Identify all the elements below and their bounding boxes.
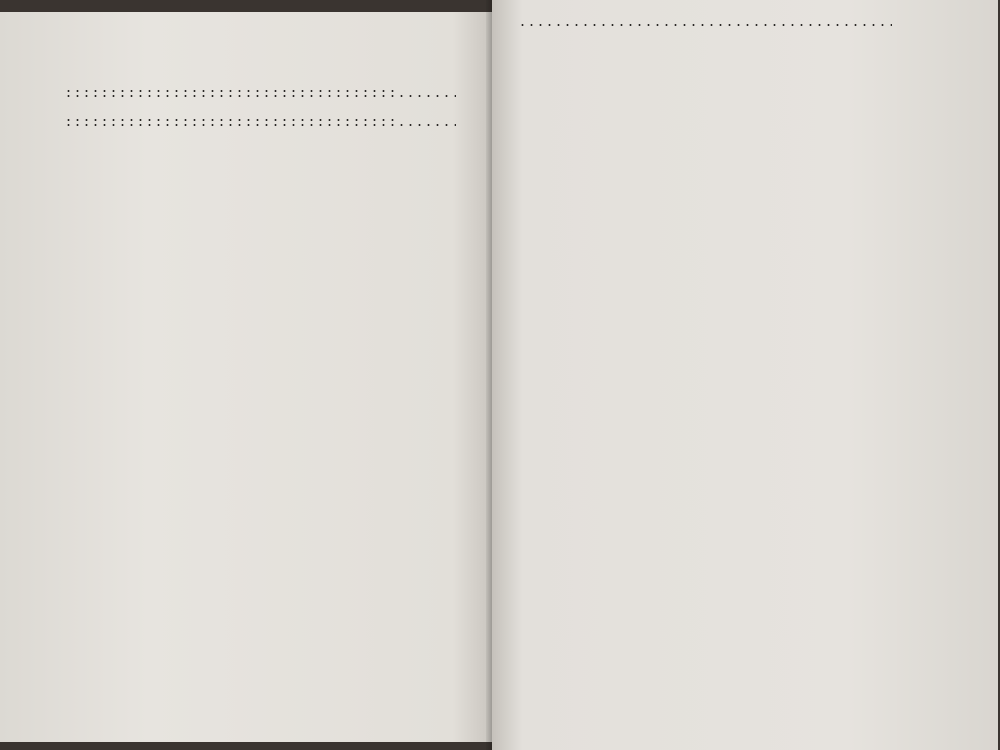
right-contents	[514, 18, 954, 58]
toc-entry	[60, 124, 460, 129]
notes-page-row	[514, 24, 954, 29]
notes-section	[514, 24, 954, 39]
left-page	[0, 12, 492, 742]
author-group-ossian	[60, 90, 460, 100]
dot-leader	[518, 24, 892, 26]
right-page	[492, 0, 998, 750]
dot-leader	[64, 119, 398, 121]
left-contents	[60, 60, 460, 148]
dot-leader	[64, 95, 456, 97]
toc-entry	[60, 95, 460, 100]
author-group-byron	[60, 119, 460, 129]
dot-leader	[64, 90, 398, 92]
dot-leader	[64, 124, 456, 126]
